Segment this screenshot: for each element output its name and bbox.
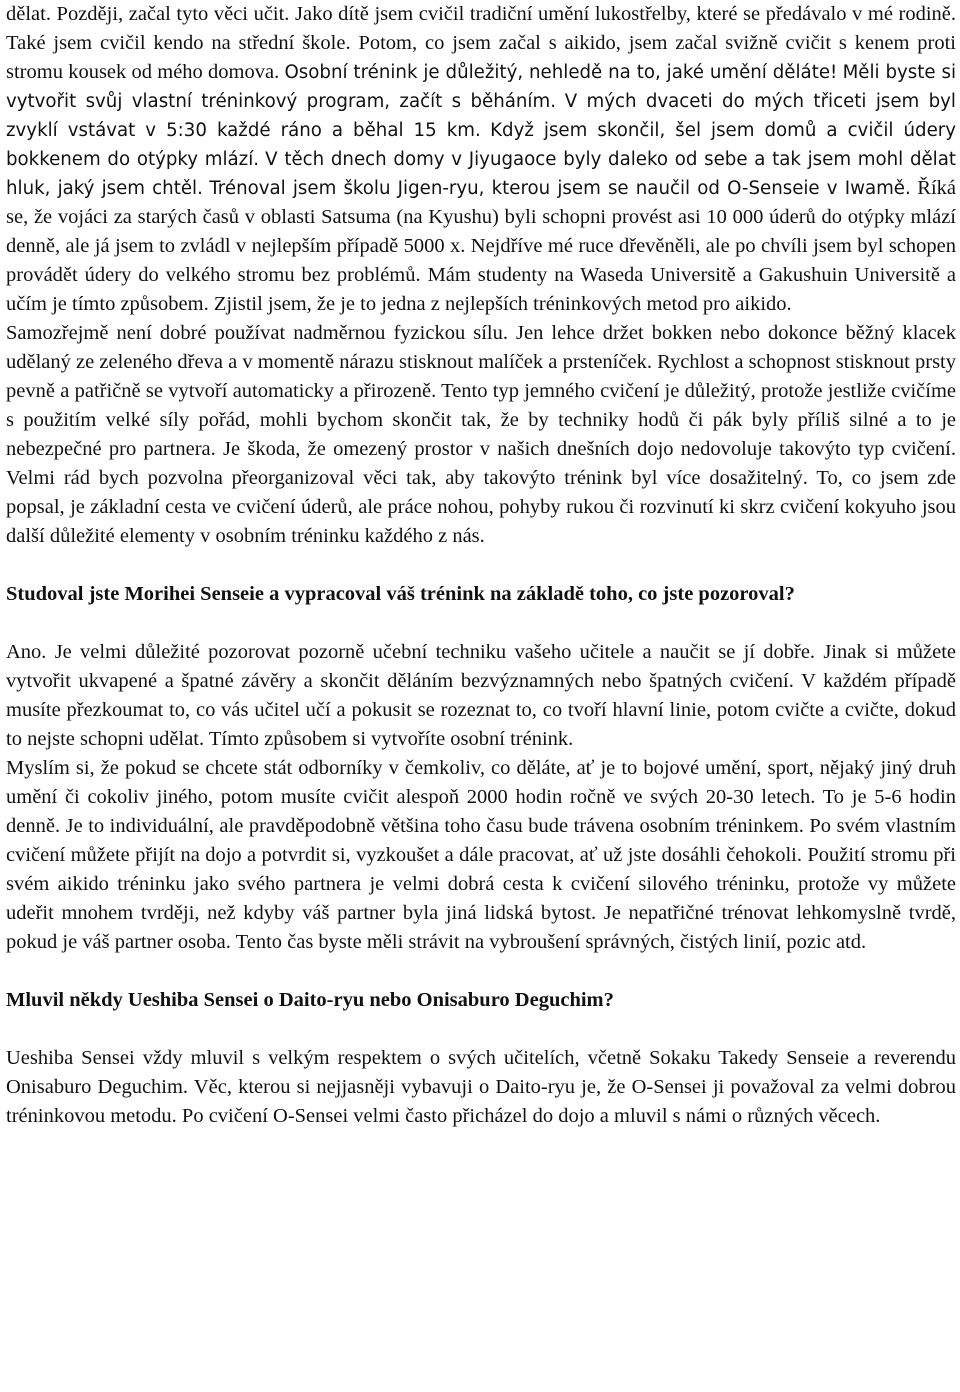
answer-paragraph-observation: Ano. Je velmi důležité pozorovat pozorně učební techniku vašeho učitele a naučit se jí dobře. Jinak si můžete vytvořit ukvapené a špatné závěry a skončit děláním bezvýznamných nebo špatných cvičení. V každém případě musíte přezkoumat to, co vás učitel učí a pokusit se rozeznat to, co tvoří hlavní linie, potom cvičte a cvičte, dokud to nejste schopni udělat. Tímto způsobem si vytvoříte osobní trénink. <box>6 641 956 750</box>
spacer <box>6 609 956 638</box>
text-segment: Měli byste si vytvořit svůj vlastní tréninkový program, začít s běháním. <box>6 62 956 112</box>
spacer <box>6 551 956 580</box>
text-segment: Osobní trénink je důležitý, nehledě na to, jaké umění děláte! <box>284 62 838 83</box>
spacer <box>6 957 956 986</box>
text-segment: Trénoval jsem školu Jigen-ryu, kterou jsem se naučil od O-Senseie v Iwamě. <box>209 178 911 199</box>
text-segment: Když jsem skončil, šel jsem domů a cvičil údery bokkenem do otýpky mlází. <box>6 120 957 170</box>
answer-paragraph-teachers: Ueshiba Sensei vždy mluvil s velkým respektem o svých učitelích, včetně Sokaku Takedy Senseie a reverendu Onisaburo Deguchim. Věc, kterou si nejjasněji vybavuji o Daito-ryu je, že O-Sensei ji považoval za velmi dobrou tréninkovou metodu. Po cvičení O-Sensei velmi často přicházel do dojo a mluvil s námi o různých věcech. <box>6 1047 956 1127</box>
spacer <box>6 1015 956 1044</box>
text-segment: Říká se, že vojáci za starých časů v oblasti Satsuma (na Kyushu) byli schopni provést asi 10 000 úderů do otýpky mlází denně, ale já jsem to zvládl v nejlepším případě 5000 x. Nejdříve mé ruce dřevěněli, ale po chvíli jsem byl schopen provádět údery do velkého stromu bez problémů. Mám studenty na Waseda Universitě a Gakushuin Universitě a učím je tímto způsobem. Zjistil jsem, že je to jedna z nejlepších tréninkových metod pro aikido. <box>6 177 957 315</box>
text-segment: dělat. Později, začal tyto věci učit. Jako dítě jsem cvičil tradiční umění lukostřelby, které se předávalo v mé rodině. Také jsem cvičil kendo na střední škole. Potom, co jsem začal s aikido, jsem začal svižně cvičit s kenem proti stromu kousek od mého domova. <box>6 3 956 83</box>
text-segment: V mých dvaceti do mých třiceti jsem byl zvyklí vstávat v 5:30 každé ráno a běhal 15 km. <box>6 91 956 141</box>
paragraph-physical-strength: Samozřejmě není dobré používat nadměrnou fyzickou sílu. Jen lehce držet bokken nebo dokonce běžný klacek udělaný ze zeleného dřeva a v momentě nárazu stisknout malíček a prsteníček. Rychlost a schopnost stisknout prsty pevně a patřičně se vytvoří automaticky a přirozeně. Tento typ jemného cvičení je důležitý, protože jestliže cvičíme s použitím velké síly pořád, mohli bychom skončit tak, že by techniky hodů či pák byly příliš silné a to je nebezpečné pro partnera. Je škoda, že omezený prostor v našich dnešních dojo nedovoluje takovýto typ cvičení. Velmi rád bych pozvolna přeorganizoval věci tak, aby takovýto trénink byl více dosažitelný. To, co jsem zde popsal, je základní cesta ve cvičení úderů, ale práce nohou, pohyby rukou či rozvinutí ki skrz cvičení kokyuho jsou další důležité elementy v osobním tréninku každého z nás. <box>6 322 956 547</box>
question-heading-observation: Studoval jste Morihei Senseie a vypracoval váš trénink na základě toho, co jste pozoroval? <box>6 583 795 605</box>
question-heading-daito-ryu: Mluvil někdy Ueshiba Sensei o Daito-ryu nebo Onisaburo Deguchim? <box>6 989 614 1011</box>
answer-paragraph-expertise: Myslím si, že pokud se chcete stát odborníky v čemkoliv, co děláte, ať je to bojové umění, sport, nějaký jiný druh umění či cokoliv jiného, potom musíte cvičit alespoň 2000 hodin ročně ve svých 20-30 letech. To je 5-6 hodin denně. Je to individuální, ale pravděpodobně většina toho času bude trávena osobním tréninkem. Po svém vlastním cvičení můžete přijít na dojo a potvrdit si, vyzkoušet a dále pracovat, ať už jste dosáhli čehokoli. Použití stromu při svém aikido tréninku jako svého partnera je velmi dobrá cesta k cvičení silového tréninku, protože vy můžete udeřit mnohem tvrději, než kdyby váš partner byla jiná lidská bytost. Je nepatřičné trénovat lehkomyslně tvrdě, pokud je váš partner osoba. Tento čas byste měli strávit na vybroušení správných, čistých linií, pozic atd. <box>6 757 956 953</box>
text-segment: V těch dnech domy v Jiyugaoce byly daleko od sebe a tak jsem mohl dělat hluk, jaký jsem chtěl. <box>6 149 957 199</box>
paragraph-training <box>6 0 956 319</box>
